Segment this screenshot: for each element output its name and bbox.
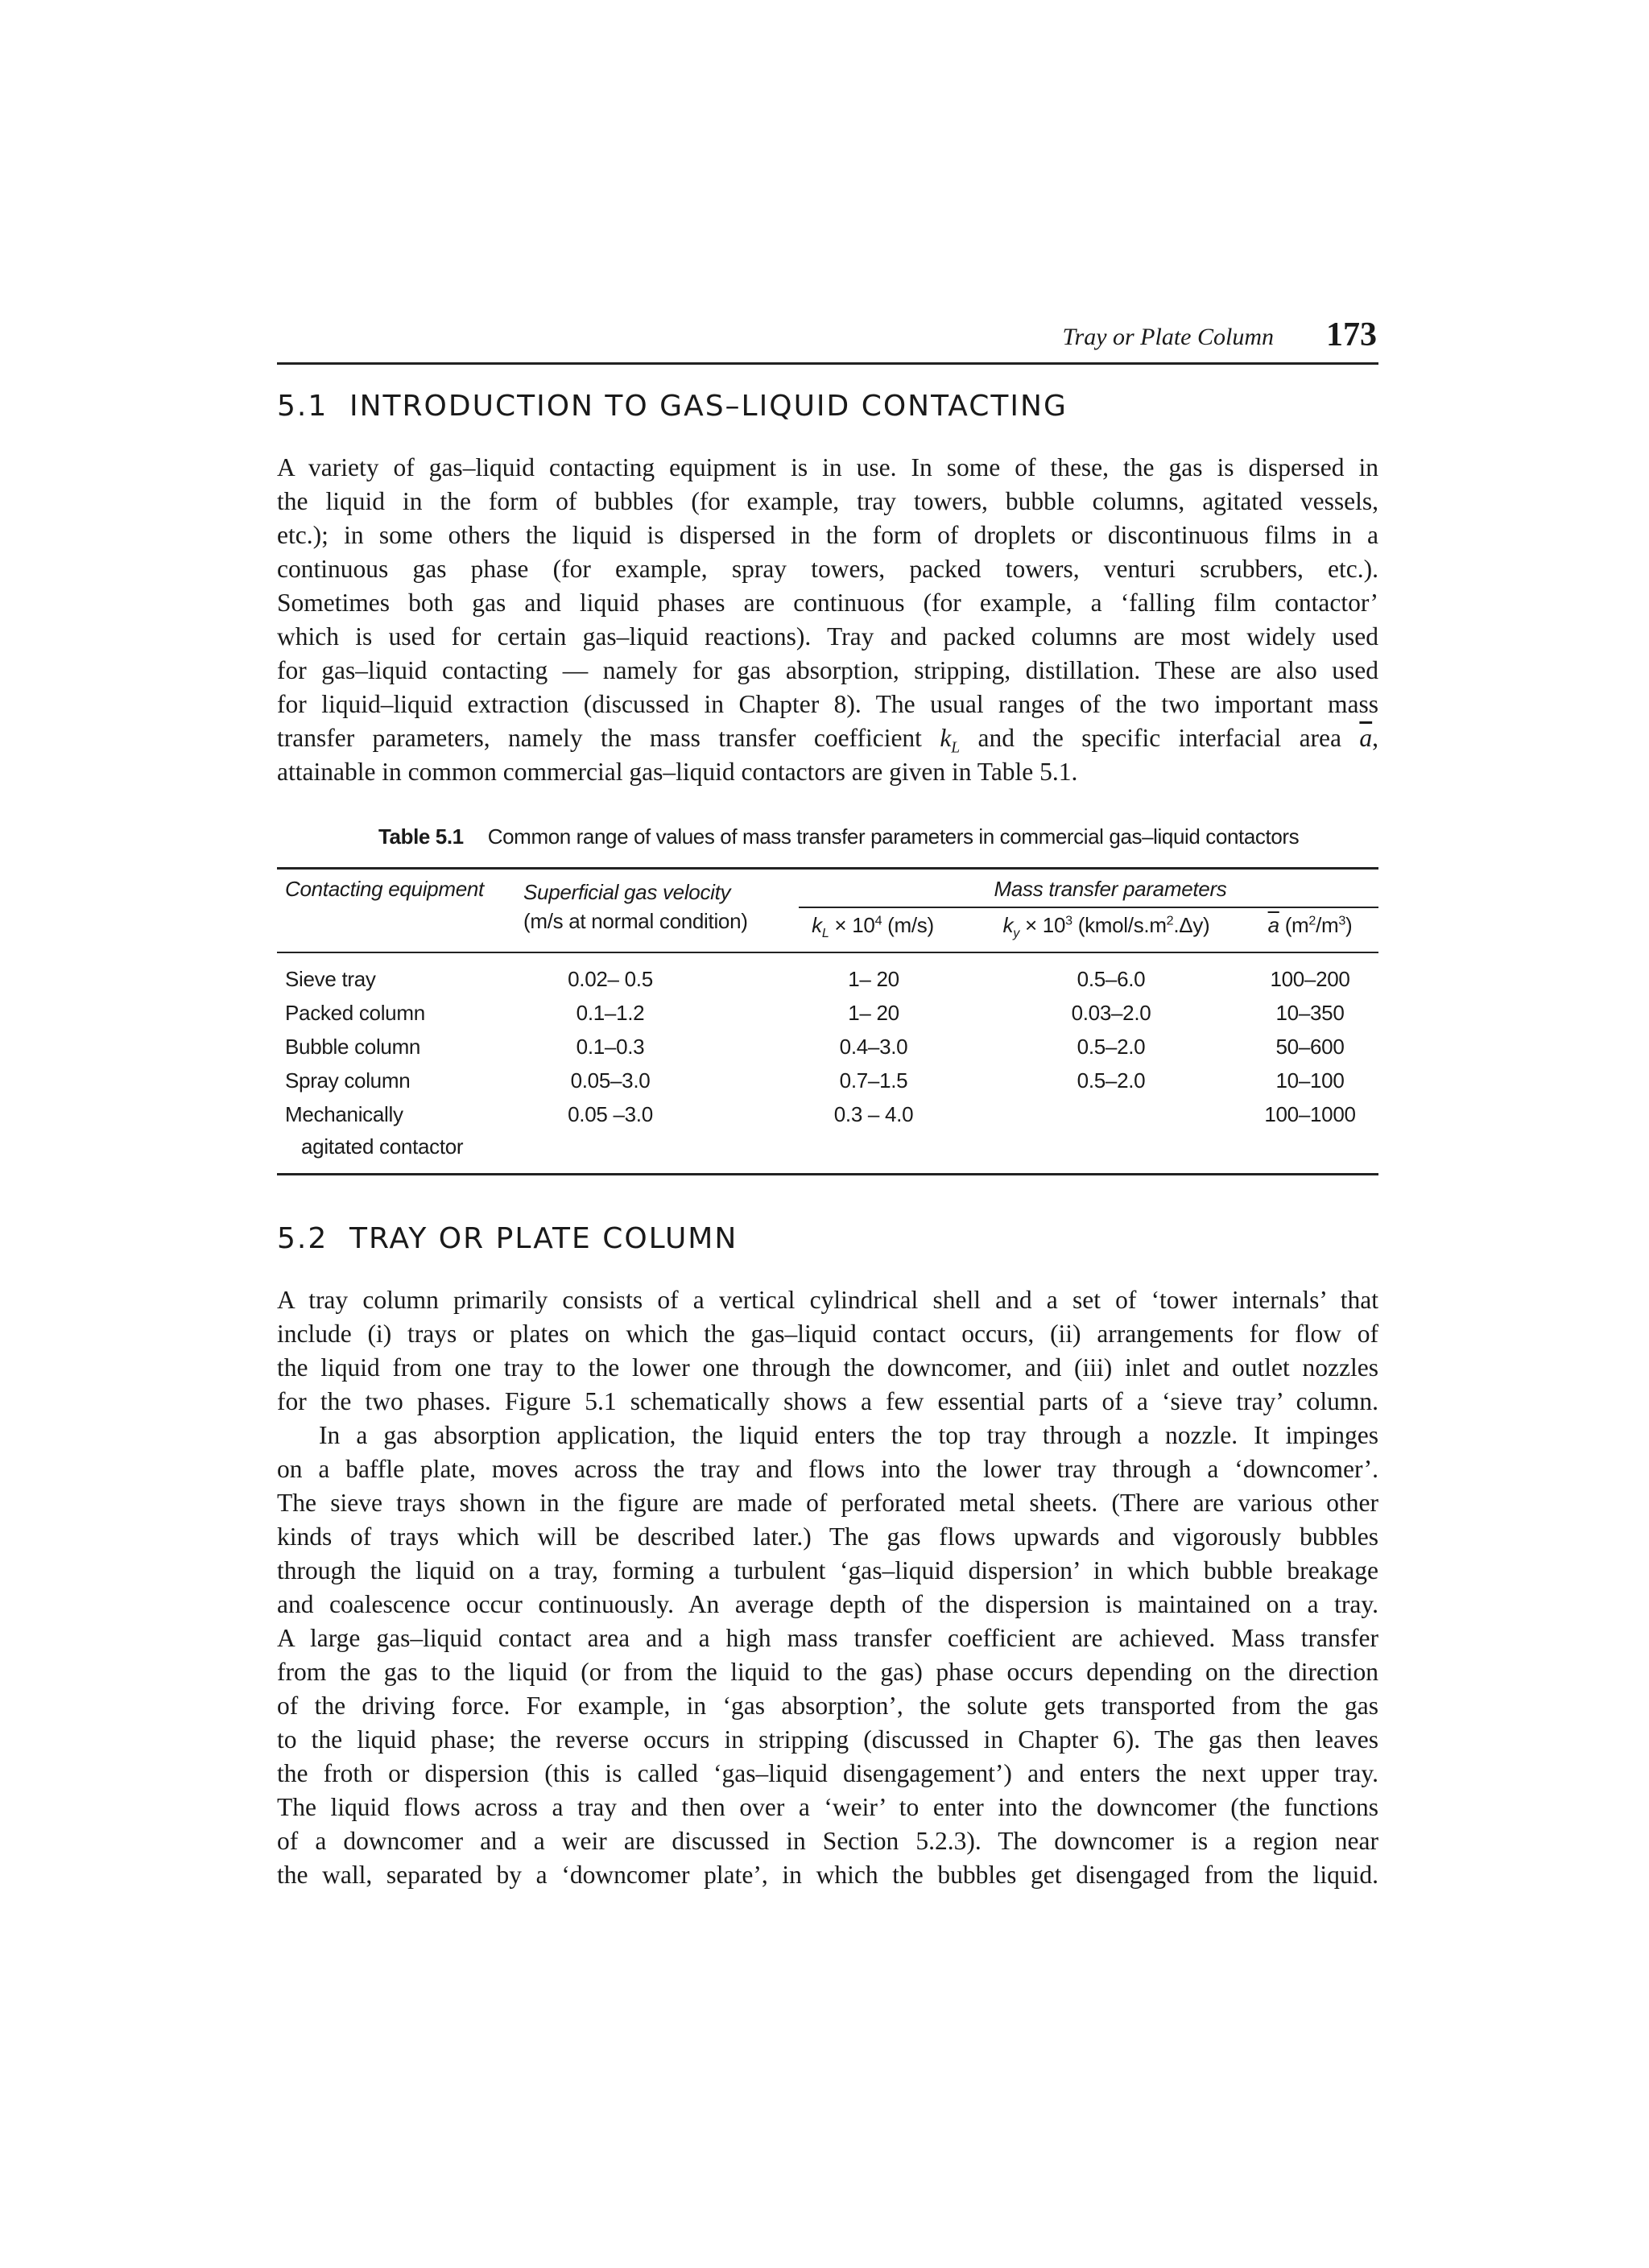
exponent: 4 [874, 913, 882, 928]
header-text: × 10 [1019, 913, 1066, 937]
symbol-subscript: L [951, 739, 961, 757]
tray-column-paragraph-1 [277, 1283, 1378, 1419]
text-segment: and the specific interfacial area [977, 724, 1342, 752]
cell-velocity: 0.1–0.3 [576, 1035, 645, 1059]
header-velocity-unit: (m/s at normal condition) [523, 909, 748, 933]
cell-a-bar: 10–100 [1275, 1068, 1345, 1093]
header-text: (m [1279, 913, 1309, 937]
table-bottom-rule [277, 1173, 1378, 1175]
text-segment: , [1372, 724, 1379, 752]
paragraph-line: through the liquid on a tray, forming a turbulent ‘gas–liquid dispersion’ in which bubble breakage [277, 1556, 1378, 1584]
tray-column-paragraph-2 [277, 1419, 1378, 1892]
header-text: /m [1316, 913, 1339, 937]
cell-velocity: 0.05 –3.0 [568, 1102, 653, 1126]
symbol-subscript: L [821, 926, 829, 941]
cell-equipment: Sieve tray [285, 967, 376, 991]
paragraph-line-with-symbols [277, 721, 1378, 755]
cell-ky: 0.5–2.0 [1077, 1068, 1146, 1093]
section-number: 5.1 [277, 390, 329, 423]
header-ky [1002, 913, 1210, 941]
section-number: 5.2 [277, 1222, 329, 1255]
exponent: 3 [1338, 913, 1346, 928]
header-text: (m/s) [882, 913, 934, 937]
paragraph-line: A large gas–liquid contact area and a high mass transfer coefficient are achieved. Mass transfer [277, 1624, 1378, 1652]
paragraph-line: of a downcomer and a weir are discussed in Section 5.2.3). The downcomer is a region near [277, 1827, 1378, 1855]
cell-kl: 0.7–1.5 [839, 1068, 908, 1093]
paragraph-line: for the two phases. Figure 5.1 schematically shows a few essential parts of a ‘sieve tray’ column. [277, 1387, 1378, 1415]
header-text: × 10 [829, 913, 875, 937]
paragraph-line: etc.); in some others the liquid is dispersed in the form of droplets or discontinuous films in a [277, 521, 1378, 549]
paragraph-line: which is used for certain gas–liquid reactions). Tray and packed columns are most widely used [277, 622, 1378, 651]
cell-equipment: Spray column [285, 1068, 411, 1093]
paragraph-line: Sometimes both gas and liquid phases are continuous (for example, a ‘falling film contactor’ [277, 589, 1378, 617]
cell-a-bar: 100–200 [1270, 967, 1350, 991]
cell-kl: 0.3 – 4.0 [833, 1102, 914, 1126]
symbol-subscript: y [1013, 926, 1020, 941]
paragraph-line: attainable in common commercial gas–liquid contactors are given in Table 5.1. [277, 758, 1078, 786]
exponent: 2 [1308, 913, 1316, 928]
text-segment: transfer parameters, namely the mass transfer coefficient [277, 724, 922, 752]
cell-velocity: 0.1–1.2 [576, 1001, 645, 1025]
exponent: 2 [1166, 913, 1174, 928]
paragraph-line: the froth or dispersion (this is called ‘gas–liquid disengagement’) and enters the next upper tray. [277, 1759, 1378, 1787]
paragraph-line: In a gas absorption application, the liquid enters the top tray through a nozzle. It impinges [319, 1421, 1378, 1449]
cell-equipment: Mechanically [285, 1102, 403, 1126]
cell-velocity: 0.02– 0.5 [568, 967, 653, 991]
paragraph-line: A variety of gas–liquid contacting equipment is in use. In some of these, the gas is dispersed in [277, 453, 1378, 481]
symbol-letter: $\overline{a}$ [1267, 913, 1279, 937]
intro-paragraph [277, 451, 1378, 789]
cell-a-bar: 100–1000 [1264, 1102, 1356, 1126]
group-rule [799, 907, 1378, 908]
paragraph-line: the wall, separated by a ‘downcomer plate’, in which the bubbles get disengaged from the liquid. [277, 1861, 1378, 1889]
paragraph-line: The sieve trays shown in the figure are made of perforated metal sheets. (There are various other [277, 1489, 1378, 1517]
page-number: 173 [1326, 316, 1377, 353]
section-title: TRAY OR PLATE COLUMN [349, 1222, 738, 1255]
paragraph-line: the liquid in the form of bubbles (for example, tray towers, bubble columns, agitated vessels, [277, 487, 1378, 515]
cell-a-bar: 50–600 [1275, 1035, 1345, 1059]
section-title: INTRODUCTION TO GAS–LIQUID CONTACTING [349, 390, 1068, 423]
section-heading-5-2 [277, 1222, 738, 1255]
paragraph-line: The liquid flows across a tray and then over a ‘weir’ to enter into the downcomer (the functions [277, 1793, 1378, 1821]
paragraph-line: continuous gas phase (for example, spray towers, packed towers, venturi scrubbers, etc.). [277, 555, 1378, 583]
cell-kl: 1– 20 [848, 967, 899, 991]
header-mass-transfer-group: Mass transfer parameters [994, 877, 1227, 901]
header-velocity: Superficial gas velocity [523, 880, 731, 904]
paragraph-line: kinds of trays which will be described later.) The gas flows upwards and vigorously bubbles [277, 1522, 1378, 1551]
exponent: 3 [1065, 913, 1072, 928]
cell-kl: 1– 20 [848, 1001, 899, 1025]
header-text: .Δy) [1173, 913, 1210, 937]
symbol-letter: k [940, 724, 952, 752]
symbol-letter: k [812, 913, 822, 937]
paragraph-line: for gas–liquid contacting — namely for gas absorption, stripping, distillation. These are also used [277, 656, 1378, 684]
paragraph-line: and coalescence occur continuously. An average depth of the dispersion is maintained on a tray. [277, 1590, 1378, 1618]
cell-ky: 0.5–2.0 [1077, 1035, 1146, 1059]
header-text: ) [1345, 913, 1353, 937]
table-top-rule [277, 867, 1378, 870]
paragraph-line: from the gas to the liquid (or from the liquid to the gas) phase occurs depending on the direction [277, 1658, 1378, 1686]
kl-symbol [940, 724, 961, 757]
paragraph-line: include (i) trays or plates on which the gas–liquid contact occurs, (ii) arrangements for flow of [277, 1320, 1378, 1348]
paragraph-line: to the liquid phase; the reverse occurs in stripping (discussed in Chapter 6). The gas then leaves [277, 1725, 1378, 1754]
table-caption [378, 824, 1299, 849]
cell-equipment: Bubble column [285, 1035, 421, 1059]
cell-ky: 0.03–2.0 [1071, 1001, 1151, 1025]
cell-a-bar: 10–350 [1275, 1001, 1345, 1025]
paragraph-line: of the driving force. For example, in ‘gas absorption’, the solute gets transported from the gas [277, 1692, 1378, 1720]
cell-ky: 0.5–6.0 [1077, 967, 1146, 991]
paragraph-line: the liquid from one tray to the lower one through the downcomer, and (iii) inlet and outlet nozzles [277, 1353, 1378, 1382]
table-label: Table 5.1 [378, 824, 464, 849]
a-bar-symbol: $\overline{a}$ [1359, 724, 1373, 752]
paragraph-line: on a baffle plate, moves across the tray and flows into the lower tray through a ‘downcomer’. [277, 1455, 1378, 1483]
paragraph-line: A tray column primarily consists of a vertical cylindrical shell and a set of ‘tower internals’ that [277, 1286, 1378, 1314]
header-kl [812, 913, 934, 941]
paragraph-line: for liquid–liquid extraction (discussed in Chapter 8). The usual ranges of the two important mass [277, 690, 1378, 718]
symbol-letter: k [1002, 913, 1014, 937]
table-caption-text: Common range of values of mass transfer parameters in commercial gas–liquid contactors [487, 824, 1300, 849]
book-page [277, 0, 1378, 2268]
cell-velocity: 0.05–3.0 [570, 1068, 651, 1093]
cell-kl: 0.4–3.0 [839, 1035, 908, 1059]
cell-equipment-line2: agitated contactor [301, 1134, 464, 1159]
running-title: Tray or Plate Column [1062, 324, 1274, 350]
section-heading-5-1 [277, 390, 1068, 423]
header-rule [277, 952, 1378, 953]
header-a-bar [1268, 913, 1353, 938]
cell-equipment: Packed column [285, 1001, 425, 1025]
header-text: (kmol/s.m [1072, 913, 1167, 937]
running-head [277, 316, 1378, 365]
header-equipment: Contacting equipment [285, 877, 484, 901]
